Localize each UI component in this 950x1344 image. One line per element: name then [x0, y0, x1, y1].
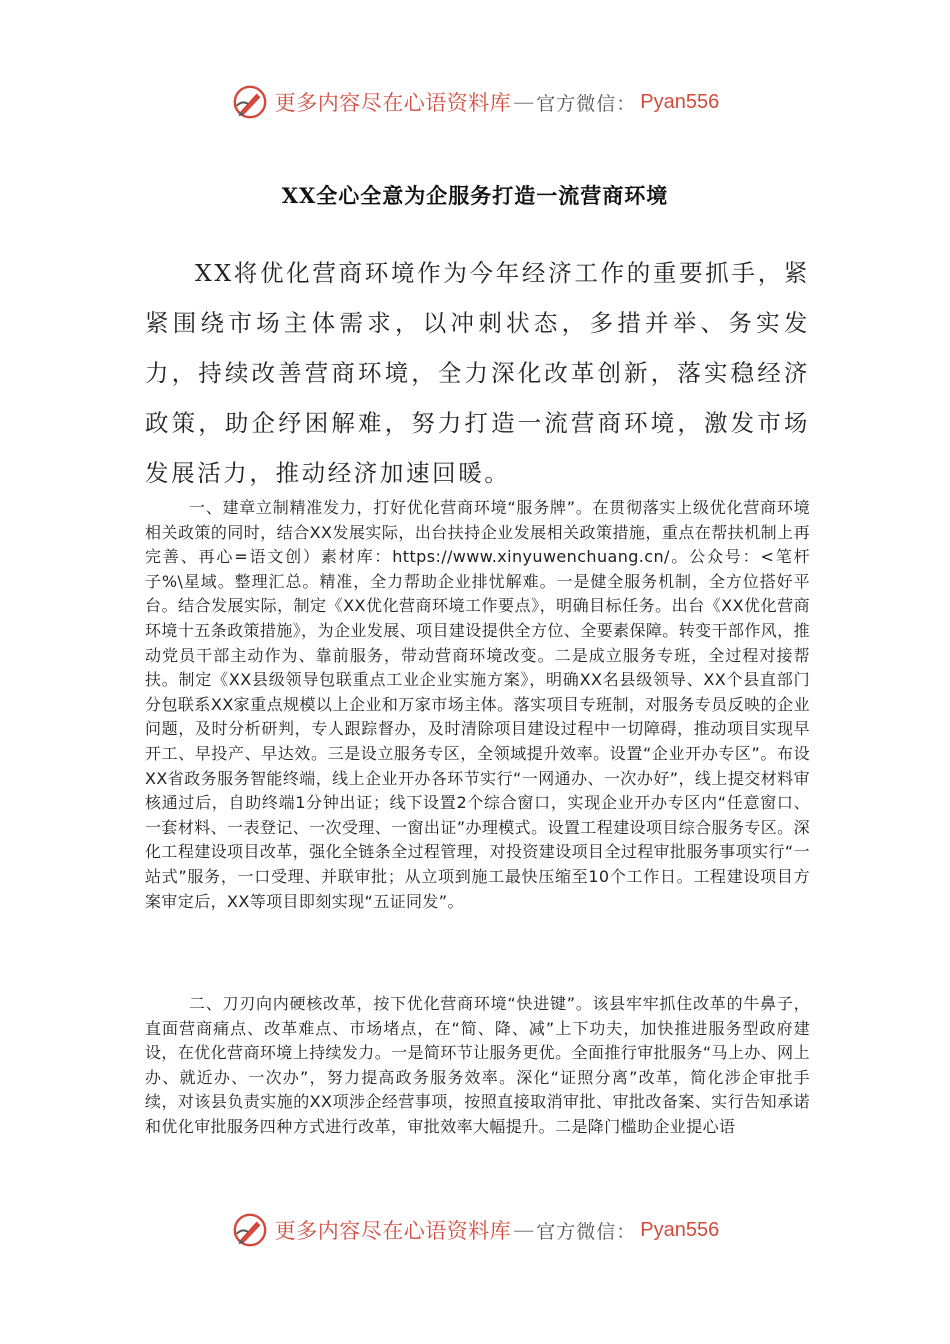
footer-banner	[0, 1208, 950, 1252]
body-paragraph-2: 二、刀刃向内硬核改革，按下优化营商环境“快进键”。该县牢牢抓住改革的牛鼻子，直面营商痛点、改革难点、市场堵点，在“简、降、减”上下功夫，加快推进服务型政府建设，在优化营商环境上持续发力。一是简环节让服务更优。全面推行审批服务“马上办、网上办、就近办、一次办”，努力提高政务服务效率。深化“证照分离”改革，简化涉企审批手续，对该县负责实施的XX项涉企经营事项，按照直接取消审批、审批改备案、实行告知承诺和优化审批服务四种方式进行改革，审批效率大幅提升。二是降门槛助企业提心语	[145, 994, 810, 1136]
header-separator: —	[513, 90, 535, 114]
footer-wechat-label: 官方微信：	[536, 1220, 637, 1243]
footer-separator: —	[513, 1218, 535, 1242]
document-title: XX全心全意为企服务打造一流营商环境	[281, 183, 669, 208]
body-paragraph-1: 一、建章立制精准发力，打好优化营商环境“服务牌”。在贯彻落实上级优化营商环境相关政策的同时，结合XX发展实际，出台扶持企业发展相关政策措施，重点在帮扶机制上再完善、再心=语文创）素材库：https://www.xinyuwenchuang.cn/。公众号：<笔杆子%\星域。整理汇总。精准，全力帮助企业排忧解难。一是健全服务机制，全方位搭好平台。结合发展实际，制定《XX优化营商环境工作要点》，明确目标任务。出台《XX优化营商环境十五条政策措施》，为企业发展、项目建设提供全方位、全要素保障。转变干部作风，推动党员干部主动作为、靠前服务，带动营商环境改变。二是成立服务专班，全过程对接帮扶。制定《XX县级领导包联重点工业企业实施方案》，明确XX名县级领导、XX个县直部门分包联系XX家重点规模以上企业和万家市场主体。落实项目专班制，对服务专员反映的企业问题，及时分析研判，专人跟踪督办，及时清除项目建设过程中一切障碍，推动项目实现早开工、早投产、早达效。三是设立服务专区，全领域提升效率。设置“企业开办专区”。布设XX省政务服务智能终端，线上企业开办各环节实行“一网通办、一次办好”，线上提交材料审核通过后，自助终端1分钟出证；线下设置2个综合窗口，实现企业开办专区内“任意窗口、一套材料、一表登记、一次受理、一窗出证”办理模式。设置工程建设项目综合服务专区。深化工程建设项目改革，强化全链条全过程管理，对投资建设项目全过程审批服务事项实行“一站式”服务，一口受理、并联审批；从立项到施工最快压缩至10个工作日。工程建设项目方案审定后，XX等项目即刻实现“五证同发”。	[145, 498, 810, 911]
footer-wechat-id: Pyan556	[640, 1218, 720, 1241]
footer-slogan: 更多内容尽在心语资料库	[274, 1219, 512, 1243]
header-wechat-label: 官方微信：	[536, 92, 637, 115]
header-slogan: 更多内容尽在心语资料库	[274, 91, 512, 115]
header-banner	[0, 80, 950, 124]
lead-paragraph: XX将优化营商环境作为今年经济工作的重要抓手，紧紧围绕市场主体需求，以冲刺状态，多措并举、务实发力，持续改善营商环境，全力深化改革创新，落实稳经济政策，助企纾困解难，努力打造一流营商环境，激发市场发展活力，推动经济加速回暖。	[145, 259, 810, 487]
pen-logo-icon	[231, 83, 269, 121]
header-wechat-id: Pyan556	[640, 90, 720, 113]
pen-logo-icon	[231, 1211, 269, 1249]
